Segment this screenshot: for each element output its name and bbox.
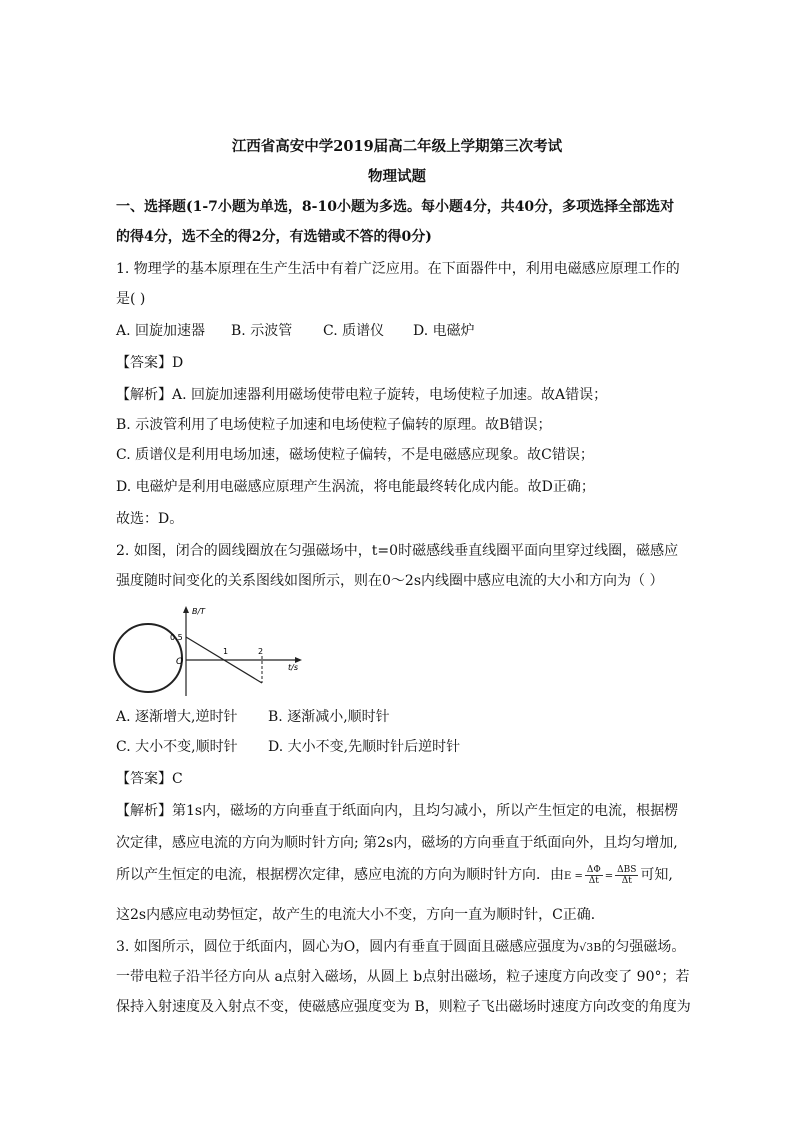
field-numerator: ΔBS xyxy=(617,864,637,875)
q2-answer: 【答案】C xyxy=(116,771,183,787)
q1-analysis-line: B. 示波管利用了电场使粒子加速和电场使粒子偏转的原理。故B错误； xyxy=(116,417,552,433)
q2-analysis-text: 可知, xyxy=(640,867,673,883)
q2-option-c: C. 大小不变,顺时针 xyxy=(116,739,238,755)
x-tick-label: 1 xyxy=(223,647,229,656)
q1-analysis-line: C. 质谱仪是利用电场加速，磁场使粒子偏转，不是电磁感应现象。故C错误； xyxy=(116,447,594,463)
exam-subtitle: 物理试题 xyxy=(368,168,426,185)
y-tick-label: 0.5 xyxy=(170,633,183,642)
flux-numerator: ΔΦ xyxy=(586,864,601,875)
section-heading-line-2: 的得4分，选不全的得2分，有选错或不答的得0分) xyxy=(116,229,432,245)
q2-analysis-text: 所以产生恒定的电流，根据楞次定律，感应电流的方向为顺时针方向．由 xyxy=(116,867,564,883)
q1-analysis-line: 【解析】A. 回旋加速器利用磁场使带电粒子旋转，电场使粒子加速。故A错误； xyxy=(116,387,608,403)
q2-options-row-2 xyxy=(116,738,460,756)
q1-option-b: B. 示波管 xyxy=(231,323,293,339)
q2-option-d: D. 大小不变,先顺时针后逆时针 xyxy=(268,739,461,755)
flux-denominator: Δt xyxy=(588,875,599,886)
q2-option-a: A. 逐渐增大,逆时针 xyxy=(116,709,238,725)
q3-stem-line-1 xyxy=(116,938,685,957)
emf-symbol: E = xyxy=(564,871,583,882)
q3-stem-text: 的匀强磁场。 xyxy=(601,939,686,955)
q2-figure xyxy=(112,604,312,700)
q2-options-row-1 xyxy=(116,708,390,726)
y-axis-label: B/T xyxy=(192,607,206,616)
flux-fraction xyxy=(585,865,603,886)
y-axis-arrow xyxy=(183,606,189,613)
q1-analysis-line: D. 电磁炉是利用电磁感应原理产生涡流，将电能最终转化成内能。故D正确； xyxy=(116,479,595,495)
q1-analysis-line: 故选：D。 xyxy=(116,511,184,527)
q3-stem-text: 3. 如图所示，圆位于纸面内，圆心为O，圆内有垂直于圆面且磁感应强度为 xyxy=(116,939,580,955)
sqrt3b-expression: √3B xyxy=(579,941,602,954)
q1-options xyxy=(116,322,475,340)
exam-title: 江西省高安中学2019届高二年级上学期第三次考试 xyxy=(231,138,563,155)
q2-stem-line-2: 强度随时间变化的关系图线如图所示，则在0～2s内线圈中感应电流的大小和方向为（ ） xyxy=(116,573,664,589)
section-heading-line-1: 一、选择题(1-7小题为单选，8-10小题为多选。每小题4分，共40分，多项选择全部选对 xyxy=(116,199,675,215)
q2-analysis-line-3 xyxy=(116,862,673,890)
q2-analysis-line-2: 次定律，感应电流的方向为顺时针方向; 第2s内，磁场的方向垂直于纸面向外，且均匀增加, xyxy=(116,835,678,851)
q3-stem-line-3: 保持入射速度及入射点不变，使磁感应强度变为 B，则粒子飞出磁场时速度方向改变的角度为 xyxy=(116,999,691,1015)
q1-stem-line-2: 是( ) xyxy=(116,291,146,307)
q3-stem-line-2: 一带电粒子沿半径方向从 a点射入磁场，从圆上 b点射出磁场，粒子速度方向改变了 90°；若 xyxy=(116,969,690,985)
equals-sign: = xyxy=(604,871,614,882)
x-tick-label: 2 xyxy=(258,647,264,656)
q1-option-a: A. 回旋加速器 xyxy=(116,323,206,339)
q2-analysis-line-4: 这2s内感应电动势恒定，故产生的电流大小不变，方向一直为顺时针，C正确． xyxy=(116,907,605,923)
field-denominator: Δt xyxy=(621,875,632,886)
q1-stem-line-1: 1. 物理学的基本原理在生产生活中有着广泛应用。在下面器件中，利用电磁感应原理工作的 xyxy=(116,261,680,277)
q2-analysis-line-1: 【解析】第1s内，磁场的方向垂直于纸面向内，且均匀减小，所以产生恒定的电流，根据楞 xyxy=(116,803,679,819)
field-fraction xyxy=(615,865,638,886)
q1-option-c: C. 质谱仪 xyxy=(323,323,385,339)
q1-option-d: D. 电磁炉 xyxy=(413,323,475,339)
x-axis-label: t/s xyxy=(288,663,298,672)
q2-option-b: B. 逐渐减小,顺时针 xyxy=(268,709,390,725)
origin-label: O xyxy=(176,657,184,667)
q2-stem-line-1: 2. 如图，闭合的圆线圈放在匀强磁场中，t=0时磁感线垂直线圈平面向里穿过线圈，磁感应 xyxy=(116,543,679,559)
q1-answer: 【答案】D xyxy=(116,355,184,371)
